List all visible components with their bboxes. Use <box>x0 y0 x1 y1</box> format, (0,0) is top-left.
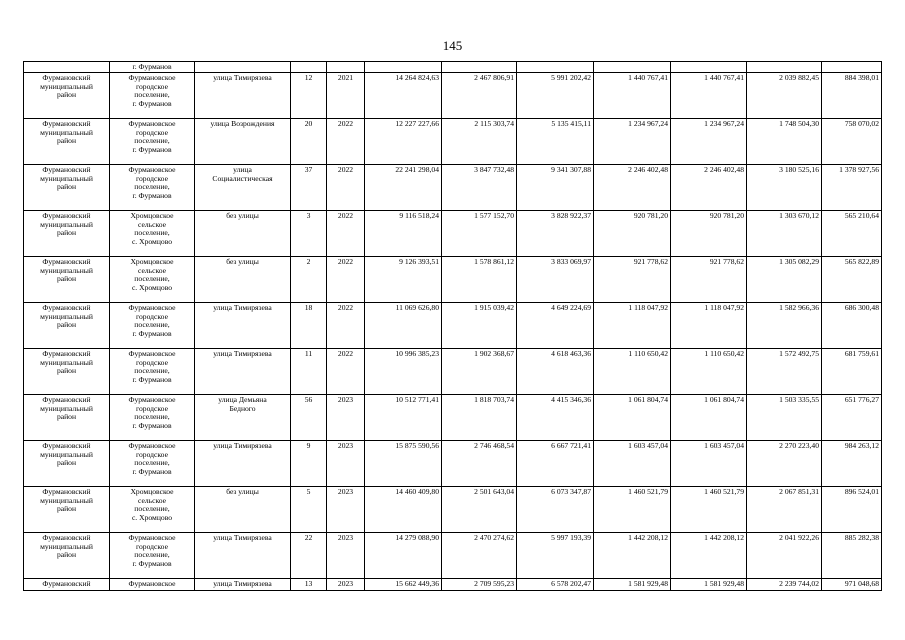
cell-v2: 1 577 152,70 <box>442 211 517 257</box>
cell-v4: 921 778,62 <box>594 257 671 303</box>
cell-v2: 2 746 468,54 <box>442 441 517 487</box>
cell-v6: 2 239 744,02 <box>747 579 822 591</box>
cell-v2: 2 467 806,91 <box>442 73 517 119</box>
cell-v6: 2 067 851,31 <box>747 487 822 533</box>
cell-street: улица Тимирязева <box>195 349 291 395</box>
cell-v4: 1 603 457,04 <box>594 441 671 487</box>
table-row <box>24 533 882 579</box>
cell-place: г. Фурманов <box>110 62 195 73</box>
cell-place: Фурмановское городское поселение, г. Фурманов <box>110 303 195 349</box>
cell-v7: 885 282,38 <box>822 533 882 579</box>
cell-year: 2023 <box>327 579 365 591</box>
cell-v7: 565 822,89 <box>822 257 882 303</box>
cell-v3: 6 578 202,47 <box>517 579 594 591</box>
cell-place: Фурмановское городское поселение, г. Фурманов <box>110 349 195 395</box>
cell-v5: 1 581 929,48 <box>671 579 747 591</box>
cell-v1: 15 662 449,36 <box>365 579 442 591</box>
cell-v7: 984 263,12 <box>822 441 882 487</box>
table-row-continued <box>24 62 882 73</box>
cell-place: Фурмановское городское поселение, г. Фурманов <box>110 73 195 119</box>
cell-v2: 1 902 368,67 <box>442 349 517 395</box>
cell-v2: 2 115 303,74 <box>442 119 517 165</box>
cell-v4: 1 110 650,42 <box>594 349 671 395</box>
cell-v6: 1 303 670,12 <box>747 211 822 257</box>
cell-v2: 2 709 595,23 <box>442 579 517 591</box>
cell-street: улица Социалистическая <box>195 165 291 211</box>
cell-house: 37 <box>291 165 327 211</box>
cell-v2: 2 501 643,04 <box>442 487 517 533</box>
cell-v4: 1 442 208,12 <box>594 533 671 579</box>
cell-year: 2022 <box>327 257 365 303</box>
cell-v1: 15 875 590,56 <box>365 441 442 487</box>
cell-year: 2022 <box>327 349 365 395</box>
cell-v6: 1 572 492,75 <box>747 349 822 395</box>
cell-v1: 12 227 227,66 <box>365 119 442 165</box>
page-number: 145 <box>442 38 463 53</box>
cell-v6: 2 270 223,40 <box>747 441 822 487</box>
cell-place: Фурмановское городское поселение, г. Фурманов <box>110 395 195 441</box>
cell-v5: 2 246 402,48 <box>671 165 747 211</box>
cell-place: Фурмановское городское поселение, г. Фурманов <box>110 533 195 579</box>
cell-v1 <box>365 62 442 73</box>
cell-v1: 14 460 409,80 <box>365 487 442 533</box>
data-table <box>23 61 882 591</box>
cell-v4: 1 234 967,24 <box>594 119 671 165</box>
cell-v6: 1 748 504,30 <box>747 119 822 165</box>
cell-district: Фурмановский муниципальный район <box>24 303 110 349</box>
cell-v3: 3 828 922,37 <box>517 211 594 257</box>
table-row <box>24 211 882 257</box>
cell-place: Фурмановское <box>110 579 195 591</box>
table-row <box>24 119 882 165</box>
table-row <box>24 579 882 591</box>
cell-v3: 4 618 463,36 <box>517 349 594 395</box>
cell-street: без улицы <box>195 211 291 257</box>
cell-street: улица Демьяна Бедного <box>195 395 291 441</box>
cell-v1: 10 512 771,41 <box>365 395 442 441</box>
cell-v6: 1 305 082,29 <box>747 257 822 303</box>
cell-v3 <box>517 62 594 73</box>
table-row <box>24 349 882 395</box>
cell-v4: 1 061 804,74 <box>594 395 671 441</box>
cell-district: Фурмановский муниципальный район <box>24 257 110 303</box>
cell-v1: 14 279 088,90 <box>365 533 442 579</box>
cell-v7: 1 378 927,56 <box>822 165 882 211</box>
cell-v5: 920 781,20 <box>671 211 747 257</box>
cell-place: Фурмановское городское поселение, г. Фурманов <box>110 165 195 211</box>
table-row <box>24 395 882 441</box>
cell-v6: 1 582 966,36 <box>747 303 822 349</box>
cell-v3: 6 073 347,87 <box>517 487 594 533</box>
cell-year: 2023 <box>327 441 365 487</box>
cell-house: 12 <box>291 73 327 119</box>
cell-v5: 1 460 521,79 <box>671 487 747 533</box>
cell-v7 <box>822 62 882 73</box>
cell-v2: 2 470 274,62 <box>442 533 517 579</box>
cell-district: Фурмановский муниципальный район <box>24 487 110 533</box>
cell-house: 56 <box>291 395 327 441</box>
cell-place: Фурмановское городское поселение, г. Фурманов <box>110 441 195 487</box>
cell-street: улица Тимирязева <box>195 533 291 579</box>
cell-street: улица Тимирязева <box>195 73 291 119</box>
cell-place: Хромцовское сельское поселение, с. Хромцово <box>110 211 195 257</box>
cell-year: 2022 <box>327 211 365 257</box>
cell-house: 2 <box>291 257 327 303</box>
cell-v1: 14 264 824,63 <box>365 73 442 119</box>
cell-year: 2023 <box>327 533 365 579</box>
cell-v4: 1 118 047,92 <box>594 303 671 349</box>
cell-v4: 1 460 521,79 <box>594 487 671 533</box>
cell-district: Фурмановский <box>24 579 110 591</box>
cell-district: Фурмановский муниципальный район <box>24 395 110 441</box>
cell-v5: 1 440 767,41 <box>671 73 747 119</box>
cell-district <box>24 62 110 73</box>
cell-v7: 758 070,02 <box>822 119 882 165</box>
cell-v4: 1 581 929,48 <box>594 579 671 591</box>
cell-v3: 5 997 193,39 <box>517 533 594 579</box>
cell-v4: 2 246 402,48 <box>594 165 671 211</box>
cell-v1: 9 116 518,24 <box>365 211 442 257</box>
cell-house <box>291 62 327 73</box>
cell-year: 2022 <box>327 119 365 165</box>
cell-v3: 6 667 721,41 <box>517 441 594 487</box>
cell-district: Фурмановский муниципальный район <box>24 441 110 487</box>
cell-v6: 3 180 525,16 <box>747 165 822 211</box>
cell-v3: 4 649 224,69 <box>517 303 594 349</box>
cell-street: улица Тимирязева <box>195 441 291 487</box>
cell-place: Хромцовское сельское поселение, с. Хромцово <box>110 487 195 533</box>
cell-district: Фурмановский муниципальный район <box>24 349 110 395</box>
cell-v4: 1 440 767,41 <box>594 73 671 119</box>
cell-house: 3 <box>291 211 327 257</box>
cell-v3: 4 415 346,36 <box>517 395 594 441</box>
cell-district: Фурмановский муниципальный район <box>24 119 110 165</box>
cell-v6: 2 039 882,45 <box>747 73 822 119</box>
cell-v7: 681 759,61 <box>822 349 882 395</box>
cell-v1: 11 069 626,80 <box>365 303 442 349</box>
cell-v6 <box>747 62 822 73</box>
table-row <box>24 303 882 349</box>
cell-v5: 1 442 208,12 <box>671 533 747 579</box>
cell-place: Хромцовское сельское поселение, с. Хромцово <box>110 257 195 303</box>
cell-v5: 1 603 457,04 <box>671 441 747 487</box>
cell-v1: 9 126 393,51 <box>365 257 442 303</box>
cell-district: Фурмановский муниципальный район <box>24 533 110 579</box>
cell-place: Фурмановское городское поселение, г. Фурманов <box>110 119 195 165</box>
cell-year: 2022 <box>327 303 365 349</box>
cell-v7: 896 524,01 <box>822 487 882 533</box>
cell-district: Фурмановский муниципальный район <box>24 211 110 257</box>
cell-v5: 1 110 650,42 <box>671 349 747 395</box>
cell-v1: 22 241 298,04 <box>365 165 442 211</box>
cell-v3: 3 833 069,97 <box>517 257 594 303</box>
cell-v5: 921 778,62 <box>671 257 747 303</box>
cell-street: улица Тимирязева <box>195 579 291 591</box>
table-row <box>24 441 882 487</box>
cell-year: 2021 <box>327 73 365 119</box>
cell-street <box>195 62 291 73</box>
cell-v2 <box>442 62 517 73</box>
cell-v7: 884 398,01 <box>822 73 882 119</box>
cell-v6: 1 503 335,55 <box>747 395 822 441</box>
cell-v3: 5 991 202,42 <box>517 73 594 119</box>
cell-street: без улицы <box>195 257 291 303</box>
cell-house: 20 <box>291 119 327 165</box>
cell-house: 22 <box>291 533 327 579</box>
cell-v5: 1 061 804,74 <box>671 395 747 441</box>
table-row <box>24 73 882 119</box>
cell-street: улица Возрождения <box>195 119 291 165</box>
cell-v5: 1 118 047,92 <box>671 303 747 349</box>
table-row <box>24 257 882 303</box>
cell-v7: 971 048,68 <box>822 579 882 591</box>
cell-v7: 651 776,27 <box>822 395 882 441</box>
cell-street: без улицы <box>195 487 291 533</box>
cell-v6: 2 041 922,26 <box>747 533 822 579</box>
cell-house: 13 <box>291 579 327 591</box>
cell-v5: 1 234 967,24 <box>671 119 747 165</box>
cell-v4 <box>594 62 671 73</box>
cell-year: 2023 <box>327 487 365 533</box>
cell-year: 2023 <box>327 395 365 441</box>
cell-v1: 10 996 385,23 <box>365 349 442 395</box>
cell-house: 9 <box>291 441 327 487</box>
cell-v7: 565 210,64 <box>822 211 882 257</box>
cell-year: 2022 <box>327 165 365 211</box>
cell-v3: 9 341 307,88 <box>517 165 594 211</box>
cell-house: 11 <box>291 349 327 395</box>
cell-v5 <box>671 62 747 73</box>
cell-v2: 1 915 039,42 <box>442 303 517 349</box>
cell-district: Фурмановский муниципальный район <box>24 73 110 119</box>
table-row <box>24 165 882 211</box>
cell-v2: 1 818 703,74 <box>442 395 517 441</box>
cell-v2: 3 847 732,48 <box>442 165 517 211</box>
cell-house: 5 <box>291 487 327 533</box>
cell-street: улица Тимирязева <box>195 303 291 349</box>
cell-house: 18 <box>291 303 327 349</box>
cell-v3: 5 135 415,11 <box>517 119 594 165</box>
cell-v4: 920 781,20 <box>594 211 671 257</box>
table-row <box>24 487 882 533</box>
cell-v2: 1 578 861,12 <box>442 257 517 303</box>
cell-year <box>327 62 365 73</box>
cell-v7: 686 300,48 <box>822 303 882 349</box>
cell-district: Фурмановский муниципальный район <box>24 165 110 211</box>
